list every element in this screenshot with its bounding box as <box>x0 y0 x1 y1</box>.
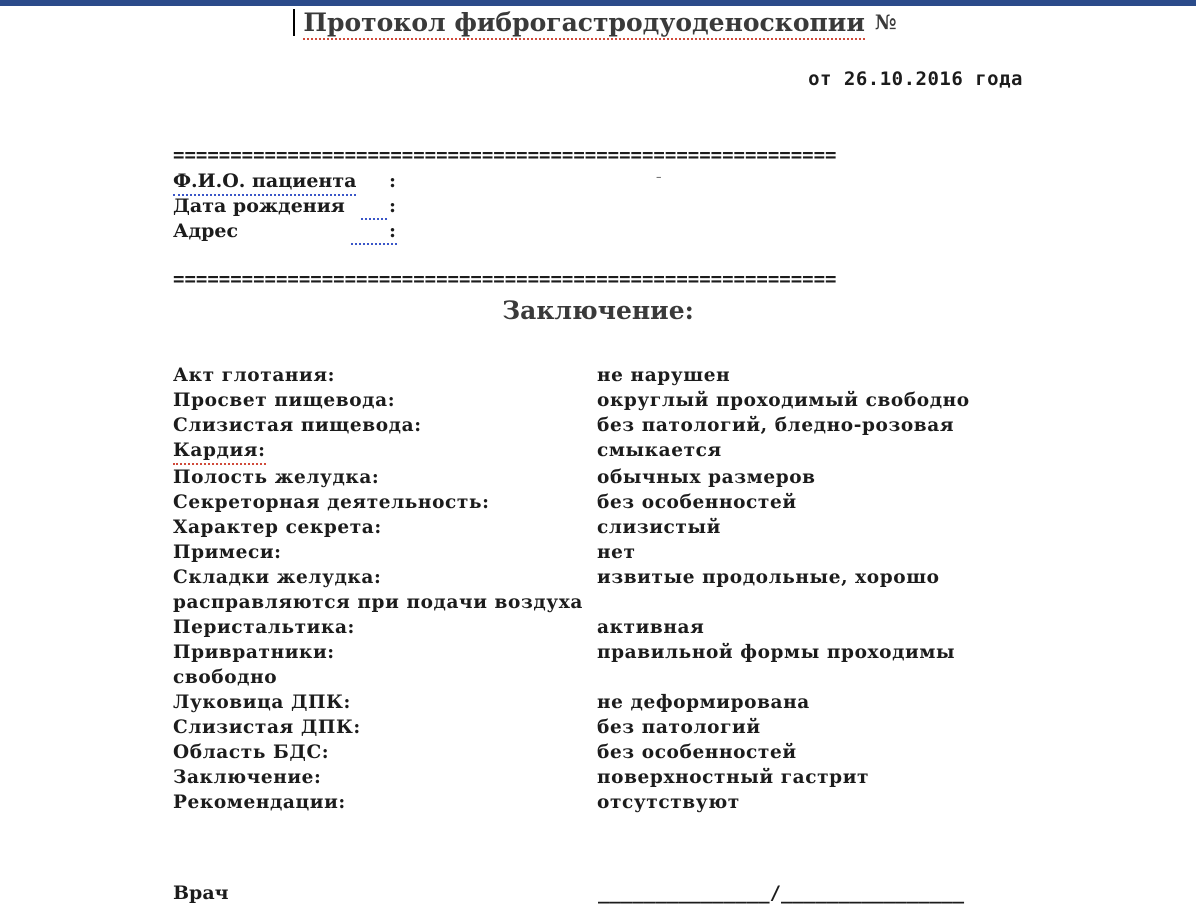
table-row <box>173 790 1073 815</box>
findings-table <box>173 363 1073 815</box>
table-row <box>173 465 1073 490</box>
finding-value: не нарушен <box>597 365 731 386</box>
patient-info-block <box>173 169 397 244</box>
finding-value-continued: расправляются при подачи воздуха <box>173 592 583 613</box>
patient-field-fio <box>173 169 397 194</box>
text-cursor <box>293 9 295 36</box>
finding-label: Акт глотания: <box>173 365 336 386</box>
document-title-row <box>0 8 1196 37</box>
patient-birthdate-colon: : <box>389 195 397 217</box>
document-page <box>0 6 1196 902</box>
table-row <box>173 715 1073 740</box>
finding-label: Область БДС: <box>173 742 330 763</box>
number-sign: № <box>874 10 897 34</box>
document-date: от 26.10.2016 года <box>808 68 1023 90</box>
finding-value: без особенностей <box>597 742 797 763</box>
finding-label: Луковица ДПК: <box>173 692 351 713</box>
stray-mark: ¯ <box>655 174 663 192</box>
table-row <box>173 490 1073 515</box>
finding-value: отсутствуют <box>597 792 740 813</box>
spellcheck-underline-address <box>351 239 397 245</box>
table-row <box>173 615 1073 640</box>
finding-value: без патологий <box>597 717 761 738</box>
table-row <box>173 690 1073 715</box>
table-row <box>173 388 1073 413</box>
finding-label: Рекомендации: <box>173 792 346 813</box>
finding-value: нет <box>597 542 636 563</box>
table-row <box>173 515 1073 540</box>
document-title-text: Протокол фиброгастродуоденоскопии <box>303 8 865 40</box>
finding-value-continued: свободно <box>173 667 278 688</box>
table-row <box>173 363 1073 388</box>
finding-label: Характер секрета: <box>173 517 382 538</box>
finding-value: активная <box>597 617 705 638</box>
finding-label: Просвет пищевода: <box>173 390 396 411</box>
table-row <box>173 413 1073 438</box>
finding-value: без патологий, бледно-розовая <box>597 415 955 436</box>
finding-label: Слизистая пищевода: <box>173 415 422 436</box>
patient-field-address <box>173 219 397 244</box>
finding-label: Кардия: <box>173 438 266 465</box>
finding-label: Привратники: <box>173 642 335 663</box>
finding-value: поверхностный гастрит <box>597 767 870 788</box>
table-row <box>173 540 1073 565</box>
spellcheck-underline-birthdate <box>361 214 387 220</box>
finding-value: обычных размеров <box>597 467 816 488</box>
table-row <box>173 765 1073 790</box>
patient-field-birthdate <box>173 194 397 219</box>
patient-fio-label: Ф.И.О. пациента <box>173 169 356 196</box>
section-heading-conclusion: Заключение: <box>502 296 694 325</box>
patient-fio-colon: : <box>389 170 397 192</box>
finding-value: округлый проходимый свободно <box>597 390 970 411</box>
finding-label: Складки желудка: <box>173 567 382 588</box>
page-title <box>299 8 896 37</box>
finding-value: извитые продольные, хорошо <box>597 567 940 588</box>
separator-line-top: ========================================================== <box>173 144 837 166</box>
finding-value: правильной формы проходимы <box>597 642 956 663</box>
finding-label: Полость желудка: <box>173 467 380 488</box>
table-row <box>173 565 1073 615</box>
finding-label: Секреторная деятельность: <box>173 492 490 513</box>
finding-label: Примеси: <box>173 542 282 563</box>
separator-line-bottom: ========================================================== <box>173 268 837 290</box>
table-row <box>173 740 1073 765</box>
finding-value: слизистый <box>597 517 721 538</box>
finding-label: Слизистая ДПК: <box>173 717 361 738</box>
finding-value: не деформирована <box>597 692 810 713</box>
finding-label: Перистальтика: <box>173 617 355 638</box>
finding-value: без особенностей <box>597 492 797 513</box>
patient-address-colon: : <box>389 220 397 242</box>
signature-line: _______________/________________ <box>598 882 965 904</box>
table-row <box>173 438 1073 465</box>
doctor-label: Врач <box>173 882 229 904</box>
patient-birthdate-label: Дата рождения <box>173 195 345 217</box>
table-row <box>173 640 1073 690</box>
patient-address-label: Адрес <box>173 220 239 242</box>
finding-value: смыкается <box>597 440 722 461</box>
finding-label: Заключение: <box>173 767 322 788</box>
